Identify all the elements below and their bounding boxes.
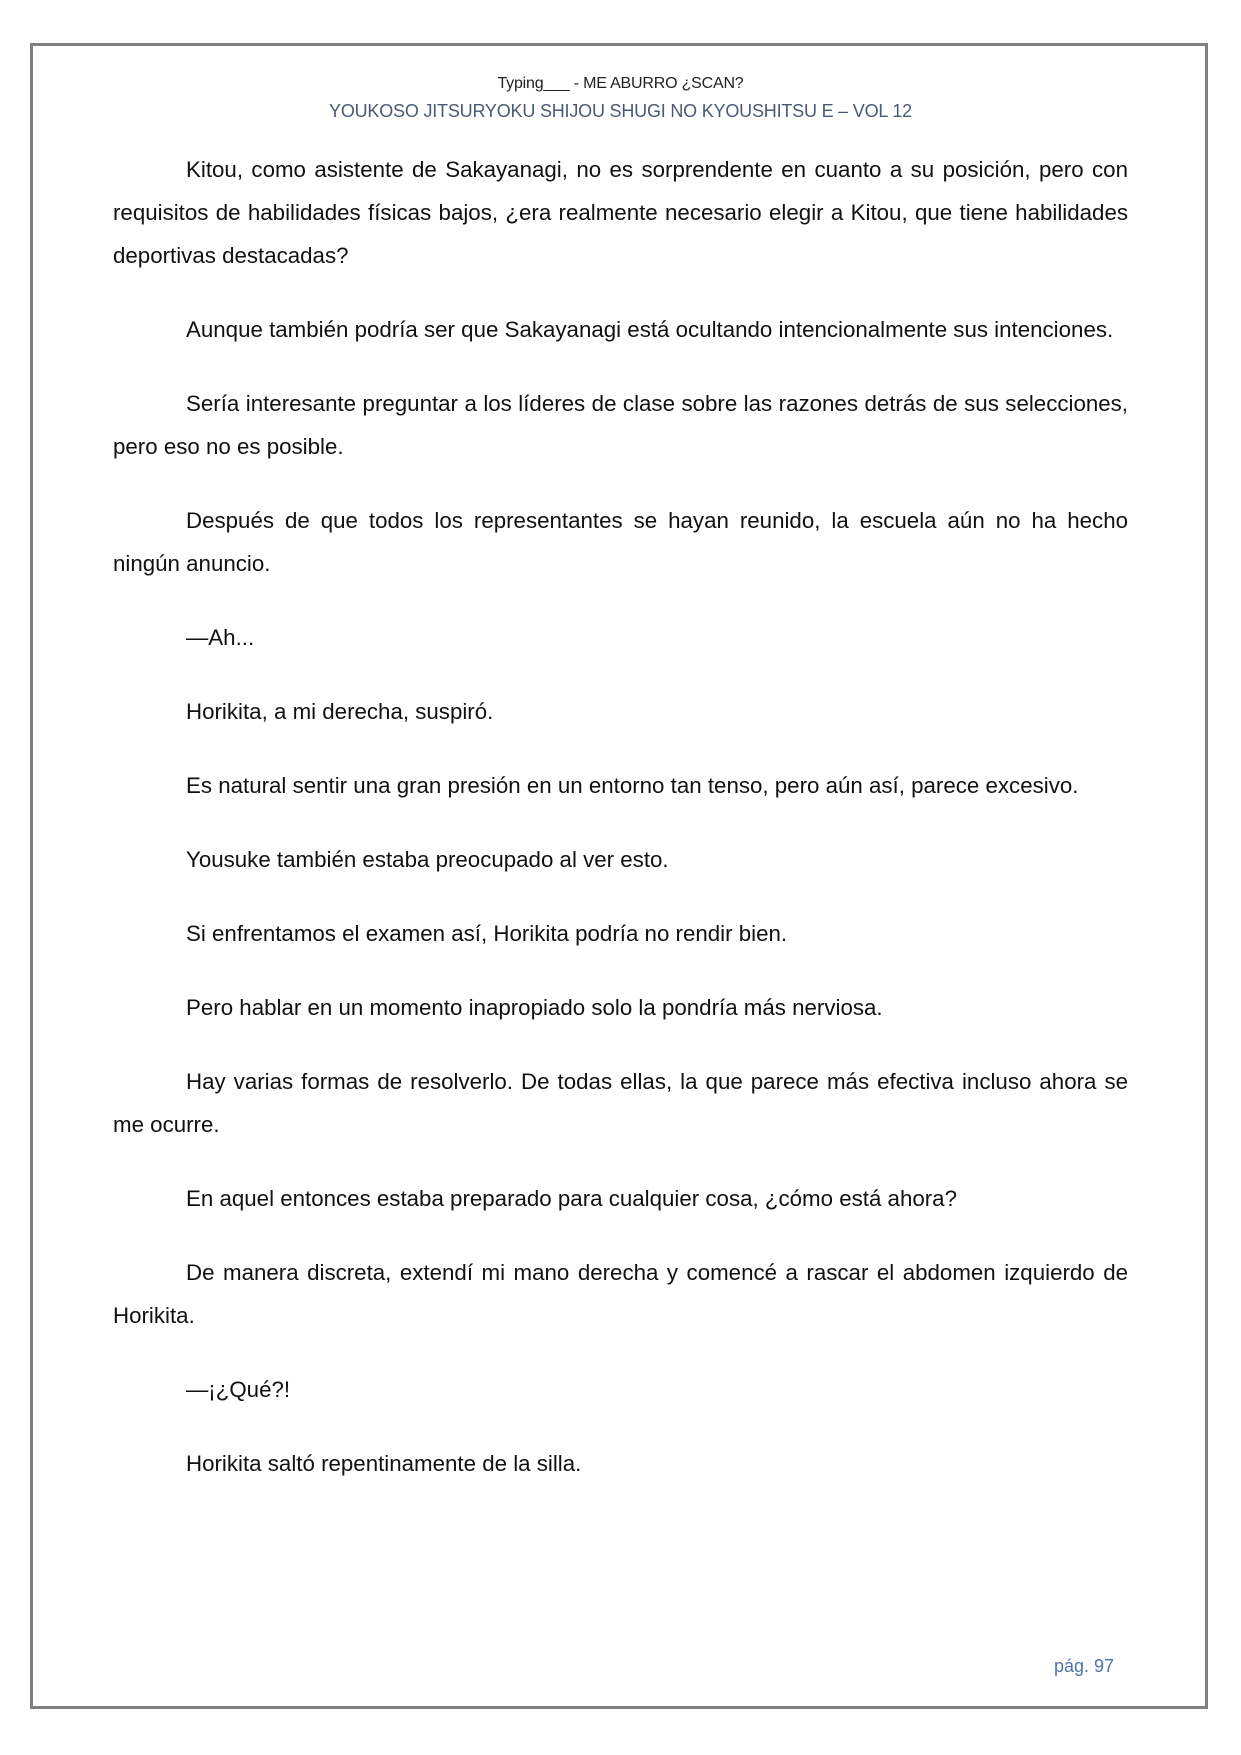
paragraph: En aquel entonces estaba preparado para cualquier cosa, ¿cómo está ahora? xyxy=(186,1186,957,1211)
paragraph: Hay varias formas de resolverlo. De todas ellas, la que parece más efectiva incluso ahora se me ocurre. xyxy=(113,1069,1128,1137)
paragraph: Aunque también podría ser que Sakayanagi está ocultando intencionalmente sus intenciones. xyxy=(186,317,1114,342)
paragraph: —¡¿Qué?! xyxy=(186,1377,291,1402)
paragraph: Es natural sentir una gran presión en un entorno tan tenso, pero aún así, parece excesivo. xyxy=(186,773,1079,798)
paragraph: Si enfrentamos el examen así, Horikita podría no rendir bien. xyxy=(186,921,788,946)
paragraph: Horikita, a mi derecha, suspiró. xyxy=(186,699,494,724)
paragraph: Kitou, como asistente de Sakayanagi, no es sorprendente en cuanto a su posición, pero con requisitos de habilidades físicas bajos, ¿era realmente necesario elegir a Kitou, que tiene habilidades deportivas destacadas? xyxy=(113,157,1128,268)
paragraph: De manera discreta, extendí mi mano derecha y comencé a rascar el abdomen izquierdo de Horikita. xyxy=(113,1260,1128,1328)
paragraph: Horikita saltó repentinamente de la silla. xyxy=(186,1451,582,1476)
paragraph: Sería interesante preguntar a los líderes de clase sobre las razones detrás de sus selecciones, pero eso no es posible. xyxy=(113,391,1128,459)
paragraph: Yousuke también estaba preocupado al ver esto. xyxy=(186,847,669,872)
body-text xyxy=(113,148,1128,1516)
paragraph: Después de que todos los representantes se hayan reunido, la escuela aún no ha hecho ningún anuncio. xyxy=(113,508,1128,576)
paragraph: Pero hablar en un momento inapropiado solo la pondría más nerviosa. xyxy=(186,995,883,1020)
header-title: YOUKOSO JITSURYOKU SHIJOU SHUGI NO KYOUSHITSU E – VOL 12 xyxy=(329,101,912,121)
header-credit: Typing___ - ME ABURRO ¿SCAN? xyxy=(497,75,744,92)
paragraph: —Ah... xyxy=(186,625,255,650)
page-number: pág. 97 xyxy=(1054,1656,1115,1676)
